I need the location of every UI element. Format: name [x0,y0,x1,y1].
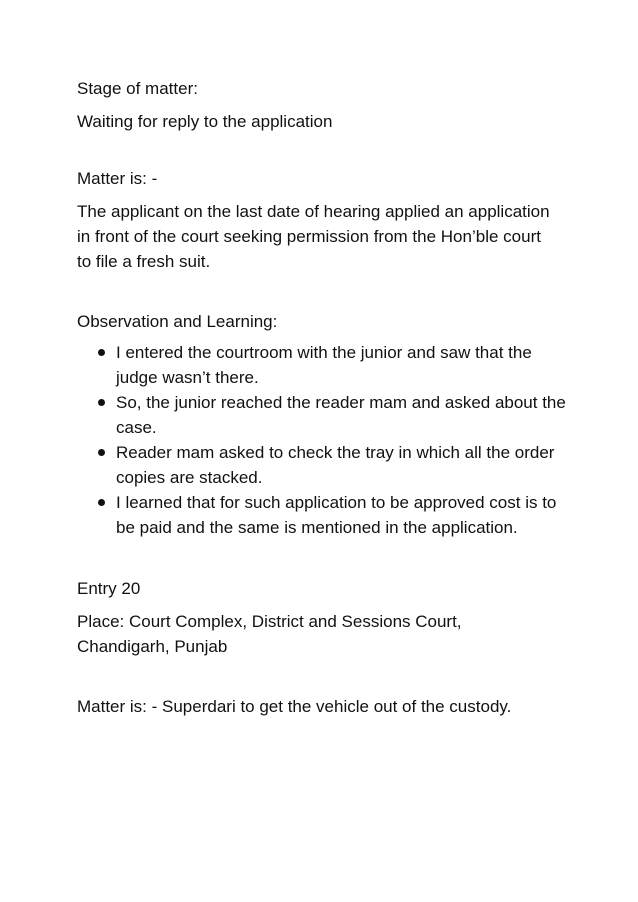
entry-section [77,576,567,719]
matter-text: The applicant on the last date of hearing applied an application in front of the court seeking permission from the Hon’ble court to file a fresh suit. [77,202,550,271]
bullet-icon [98,449,105,456]
spacer [77,274,567,309]
spacer [77,134,567,166]
list-item-text: Reader mam asked to check the tray in which all the order copies are stacked. [116,443,555,487]
spacer [77,540,567,576]
bullet-icon [98,349,105,356]
observation-list [77,340,567,540]
stage-section [77,76,567,134]
observation-section [77,309,567,540]
matter-label: Matter is: - [77,169,158,188]
list-item [77,440,567,490]
entry-place: Place: Court Complex, District and Sessions Court, Chandigarh, Punjab [77,612,462,656]
entry-title: Entry 20 [77,579,141,598]
bullet-icon [98,499,105,506]
list-item-text: So, the junior reached the reader mam and asked about the case. [116,393,566,437]
observation-label: Observation and Learning: [77,312,278,331]
list-item-text: I learned that for such application to be approved cost is to be paid and the same is mentioned in the application. [116,493,557,537]
list-item [77,490,567,540]
list-item-text: I entered the courtroom with the junior and saw that the judge wasn’t there. [116,343,532,387]
stage-label: Stage of matter: [77,79,198,98]
entry-matter: Matter is: - Superdari to get the vehicle out of the custody. [77,697,512,716]
list-item [77,390,567,440]
matter-section [77,166,567,274]
bullet-icon [98,399,105,406]
list-item [77,340,567,390]
document-page [77,76,567,719]
stage-value: Waiting for reply to the application [77,112,333,131]
spacer [77,659,567,694]
